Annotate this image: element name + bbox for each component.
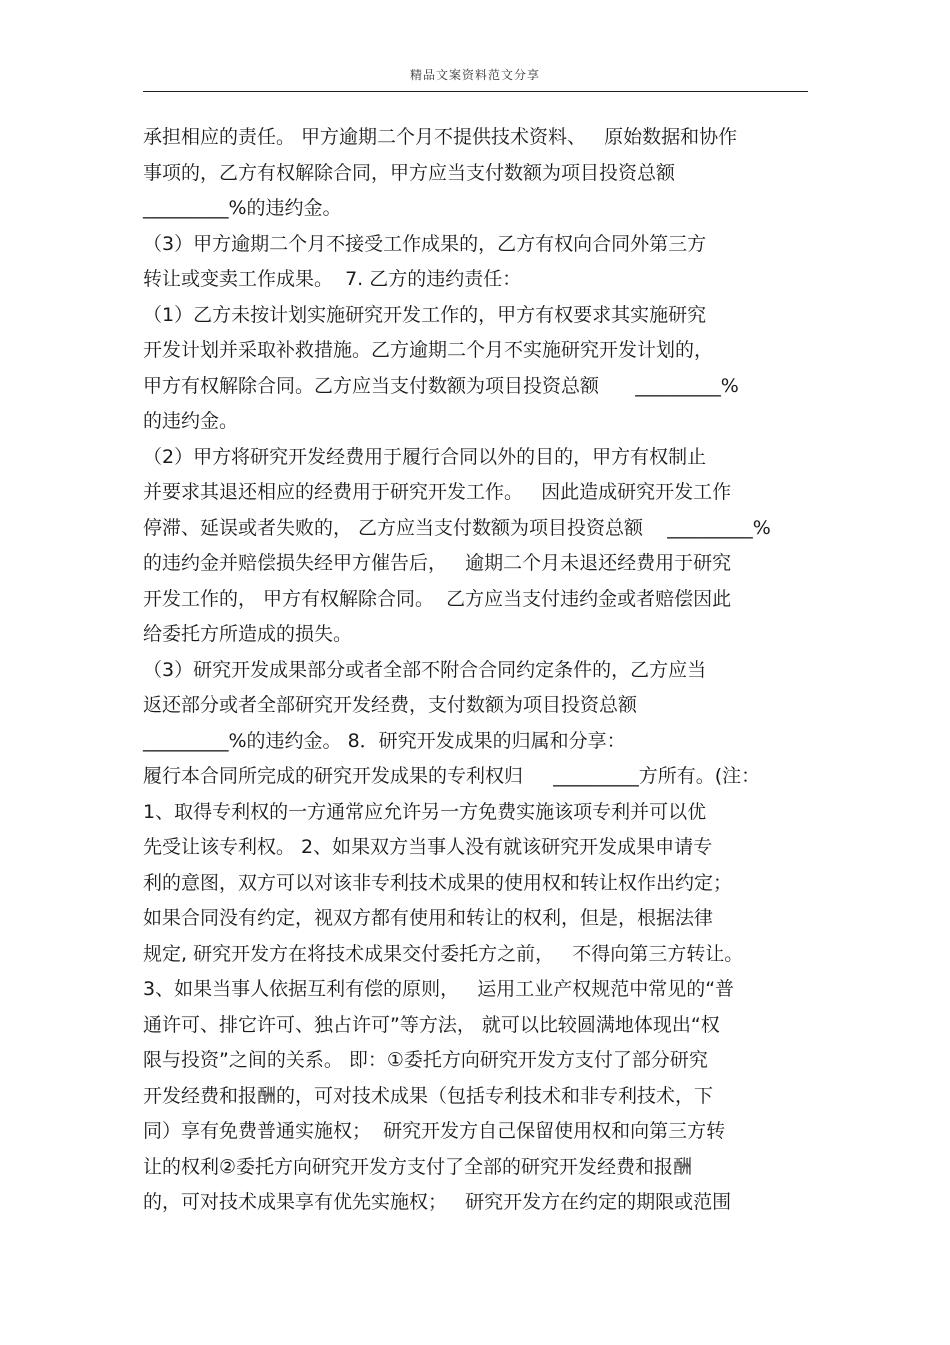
text-line: 给委托方所造成的损失。 <box>143 623 353 645</box>
text-line: 返还部分或者全部研究开发经费，支付数额为项目投资总额 <box>143 694 638 716</box>
text-line: （3）研究开发成果部分或者全部不附合合同约定条件的，乙方应当 <box>143 658 707 681</box>
document-body <box>143 120 843 1221</box>
text-line: 利的意图，双方可以对该非专利技术成果的使用权和转让权作出约定； <box>143 871 733 894</box>
text-line: 履行本合同所完成的研究开发成果的专利权归 _________方所有。(注： <box>143 765 761 787</box>
text-line: 3、如果当事人依据互利有偿的原则， 运用工业产权规范中常见的“普 <box>143 978 735 1000</box>
text-line: 事项的，乙方有权解除合同，甲方应当支付数额为项目投资总额 <box>143 161 676 184</box>
text-line: 的，可对技术成果享有优先实施权； 研究开发方在约定的期限或范围 <box>143 1191 732 1213</box>
text-line: 通许可、排它许可、独占许可”等方法， 就可以比较圆满地体现出“权 <box>143 1013 720 1036</box>
text-line: _________%的违约金。 <box>143 197 342 219</box>
text-line: 的违约金并赔偿损失经甲方催告后， 逾期二个月未退还经费用于研究 <box>143 552 732 574</box>
text-line: （3）甲方逾期二个月不接受工作成果的，乙方有权向合同外第三方 <box>143 232 707 255</box>
text-line: 的违约金。 <box>143 410 239 432</box>
text-line: 停滞、延误或者失败的， 乙方应当支付数额为项目投资总额 _________% <box>143 516 771 539</box>
text-line: （1）乙方未按计划实施研究开发工作的，甲方有权要求其实施研究 <box>143 303 707 326</box>
page-header: 精品文案资料范文分享 <box>409 68 540 82</box>
text-line: 同）享有免费普通实施权； 研究开发方自己保留使用权和向第三方转 <box>143 1120 726 1142</box>
text-line: 先受让该专利权。 2、如果双方当事人没有就该研究开发成果申请专 <box>143 836 713 858</box>
text-line: 承担相应的责任。 甲方逾期二个月不提供技术资料、 原始数据和协作 <box>143 126 738 148</box>
text-line: 开发经费和报酬的，可对技术成果（包括专利技术和非专利技术，下 <box>143 1084 714 1107</box>
text-line: 并要求其退还相应的经费用于研究开发工作。 因此造成研究开发工作 <box>143 481 732 503</box>
text-line: 限与投资”之间的关系。 即：①委托方向研究开发方支付了部分研究 <box>143 1049 708 1071</box>
text-line: 甲方有权解除合同。乙方应当支付数额为项目投资总额 _________% <box>143 374 739 397</box>
text-line: 如果合同没有约定，视双方都有使用和转让的权利，但是，根据法律 <box>143 907 714 929</box>
text-line: 转让或变卖工作成果。 7. 乙方的违约责任： <box>143 268 522 290</box>
text-line: 让的权利②委托方向研究开发方支付了全部的研究开发经费和报酬 <box>143 1155 693 1178</box>
text-line: 1、取得专利权的一方通常应允许另一方免费实施该项专利并可以优 <box>143 800 707 823</box>
header-divider <box>143 91 808 92</box>
text-line: （2）甲方将研究开发经费用于履行合同以外的目的，甲方有权制止 <box>143 445 707 468</box>
text-line: 规定, 研究开发方在将技术成果交付委托方之前， 不得向第三方转让。 <box>143 942 744 965</box>
text-line: 开发计划并采取补救措施。乙方逾期二个月不实施研究开发计划的， <box>143 339 714 361</box>
text-line: 开发工作的， 甲方有权解除合同。 乙方应当支付违约金或者赔偿因此 <box>143 587 732 610</box>
text-line: _________%的违约金。 8．研究开发成果的归属和分享： <box>143 729 626 752</box>
